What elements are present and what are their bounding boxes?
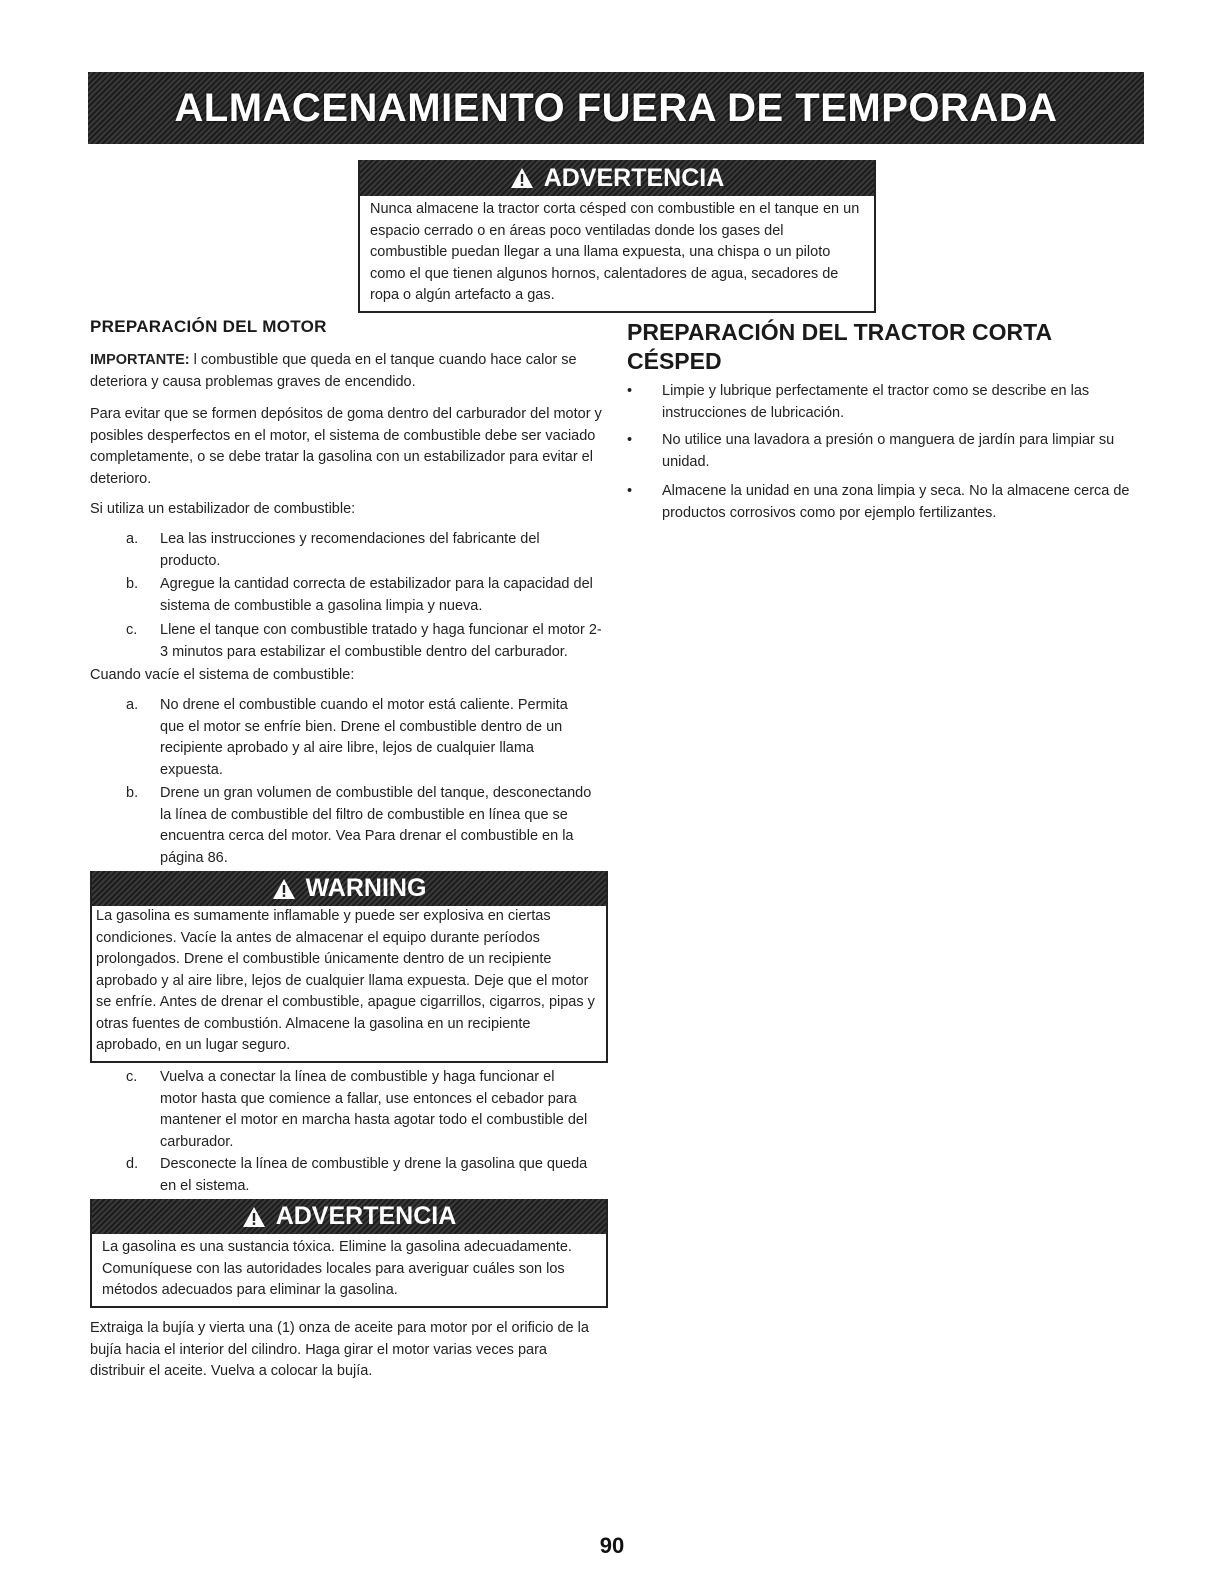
list-text: No utilice una lavadora a presión o manguera de jardín para limpiar su unidad. [662, 432, 1115, 470]
list-letter: d. [126, 1156, 139, 1172]
list-item [126, 783, 605, 869]
list-text: No drene el combustible cuando el motor está caliente. Permita que el motor se enfríe bien. Drene el combustible dentro de un recipiente aprobado y al aire libre, lejos de cualquier llama expuesta. [160, 697, 568, 778]
list-letter: c. [126, 1069, 138, 1085]
list-item [627, 381, 1127, 424]
list-letter: a. [126, 697, 139, 713]
list-item [126, 1154, 605, 1197]
list-letter: b. [126, 576, 139, 592]
warning-text: Nunca almacene la tractor corta césped con combustible en el tanque en un espacio cerrado o en áreas poco ventiladas donde los gases del combustible puedan llegar a una llama expuesta, una chispa o un piloto como el que tienen algunos hornos, calentadores de agua, secadores de ropa o algún artefacto a gas. [370, 201, 860, 303]
drain-intro: Cuando vacíe el sistema de combustible: [90, 667, 355, 683]
tractor-prep-heading [627, 318, 1147, 376]
warning-header [92, 1199, 606, 1234]
list-letter: b. [126, 785, 139, 801]
warning-header-label: ADVERTENCIA [275, 1202, 457, 1230]
list-item [627, 481, 1147, 524]
list-letter: c. [126, 622, 138, 638]
section-banner [88, 72, 1144, 144]
list-item [126, 620, 605, 663]
list-item [126, 1067, 590, 1153]
tractor-prep-heading-line2: CÉSPED [627, 348, 722, 374]
list-text: Desconecte la línea de combustible y drene la gasolina que queda en el sistema. [160, 1156, 588, 1194]
bullet-marker: • [627, 383, 633, 399]
fuel-system-paragraph: Para evitar que se formen depósitos de goma dentro del carburador del motor y posibles desperfectos en el motor, el sistema de combustible debe ser vaciado completamente, o se debe tratar la gasolina con un estabilizador para evitar el deterioro. [90, 406, 602, 487]
list-item [126, 695, 585, 781]
warning-header-label: WARNING [305, 874, 427, 902]
list-text: Agregue la cantidad correcta de estabilizador para la capacidad del sistema de combustible a gasolina limpia y nueva. [160, 576, 593, 614]
bullet-marker: • [627, 483, 633, 499]
list-text: Drene un gran volumen de combustible del tanque, desconectando la línea de combustible del filtro de combustible en línea que se encuentra cerca del motor. Vea Para drenar el combustible en la página 86. [160, 785, 592, 866]
list-text: Lea las instrucciones y recomendaciones del fabricante del producto. [160, 531, 540, 569]
list-item [627, 430, 1137, 473]
warning-triangle-icon [242, 1206, 266, 1228]
warning-box-middle [90, 871, 608, 1063]
important-text: l combustible que queda en el tanque cuando hace calor se deteriora y causa problemas graves de encendido. [90, 352, 577, 390]
warning-box-top [358, 160, 876, 313]
list-item [126, 529, 540, 572]
tractor-prep-heading-line1: PREPARACIÓN DEL TRACTOR CORTA [627, 319, 1053, 345]
list-text: Llene el tanque con combustible tratado y haga funcionar el motor 2-3 minutos para estabilizar el combustible dentro del carburador. [160, 622, 602, 660]
important-note [90, 350, 605, 393]
bullet-marker: • [627, 432, 633, 448]
warning-text: La gasolina es sumamente inflamable y puede ser explosiva en ciertas condiciones. Vacíe la antes de almacenar el equipo durante períodos prolongados. Drene el combustible únicamente dentro de un recipiente aprobado y al aire libre, lejos de cualquier llama expuesta. Deje que el motor se enfríe. Antes de drenar el combustible, apague cigarrillos, cigarros, pipas y otras fuentes de combustión. Almacene la gasolina en un recipiente aprobado, en un lugar seguro. [96, 908, 595, 1053]
warning-text: La gasolina es una sustancia tóxica. Elimine la gasolina adecuadamente. Comuníquese con las autoridades locales para averiguar cuáles son los métodos adecuados para eliminar la gasolina. [102, 1239, 572, 1298]
warning-header-label: ADVERTENCIA [543, 163, 725, 192]
list-letter: a. [126, 531, 139, 547]
banner-title: ALMACENAMIENTO FUERA DE TEMPORADA [174, 85, 1058, 130]
warning-header [92, 871, 606, 906]
spark-plug-paragraph: Extraiga la bujía y vierta una (1) onza de aceite para motor por el orificio de la bujía hacia el interior del cilindro. Haga girar el motor varias veces para distribuir el aceite. Vuelva a colocar la bujía. [90, 1320, 589, 1379]
warning-header [360, 160, 874, 196]
warning-box-bottom [90, 1199, 608, 1308]
engine-prep-heading: PREPARACIÓN DEL MOTOR [90, 317, 327, 336]
list-item [126, 574, 600, 617]
list-text: Vuelva a conectar la línea de combustible y haga funcionar el motor hasta que comience a fallar, use entonces el cebador para mantener el motor en marcha hasta agotar todo el combustible del carburador. [160, 1069, 588, 1150]
list-text: Almacene la unidad en una zona limpia y seca. No la almacene cerca de productos corrosivos como por ejemplo fertilizantes. [662, 483, 1130, 521]
page-number: 90 [599, 1533, 625, 1558]
important-label: IMPORTANTE: [90, 352, 190, 368]
warning-triangle-icon [272, 878, 296, 900]
list-text: Limpie y lubrique perfectamente el tractor como se describe en las instrucciones de lubricación. [662, 383, 1090, 421]
warning-triangle-icon [510, 167, 534, 189]
stabilizer-intro: Si utiliza un estabilizador de combustible: [90, 501, 356, 517]
